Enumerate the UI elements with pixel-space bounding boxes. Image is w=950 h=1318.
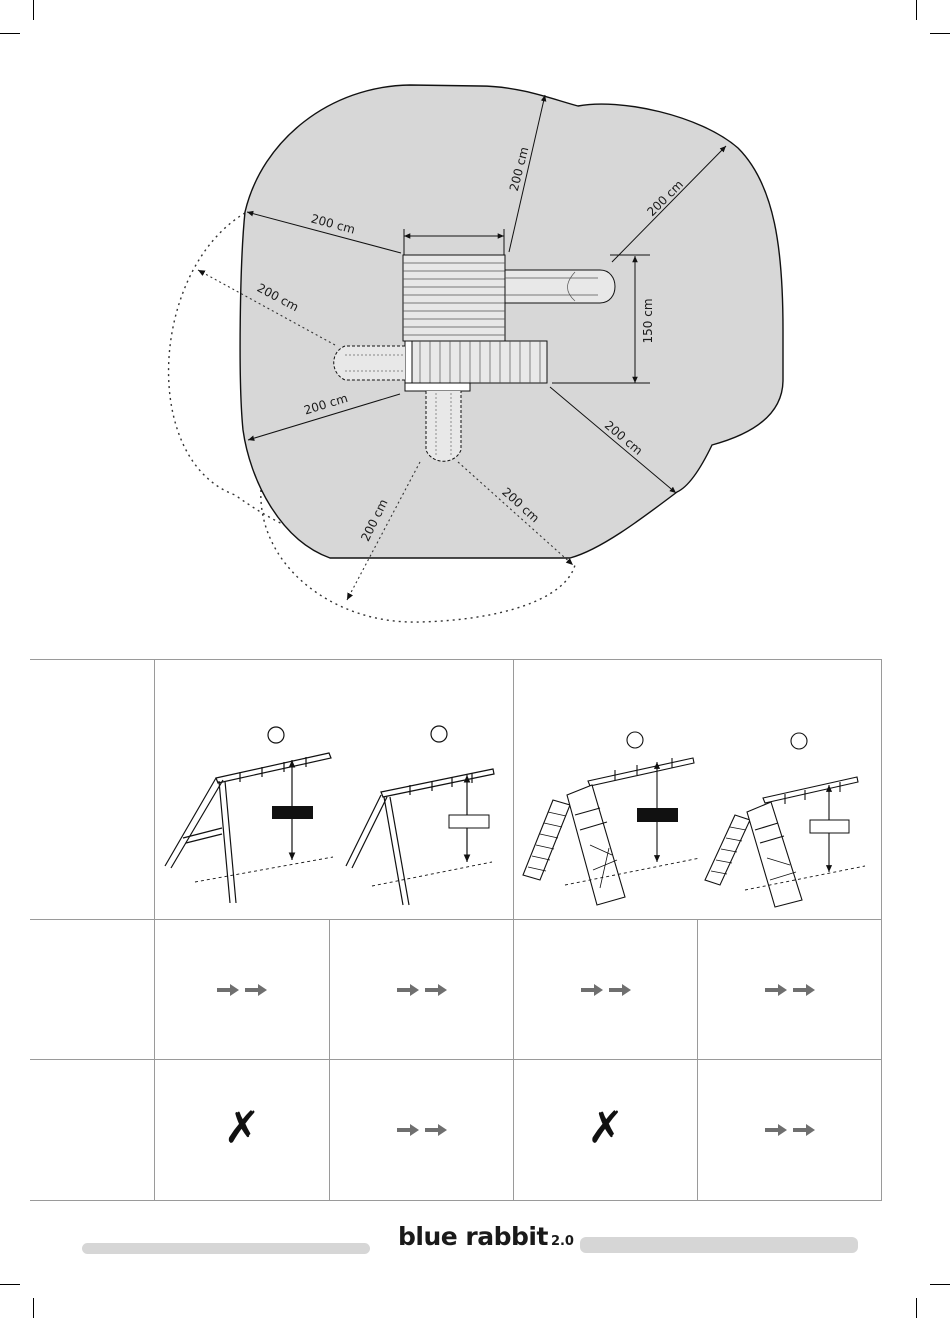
row3-cell-3 (514, 1059, 698, 1201)
arrow-right-icon (245, 984, 267, 996)
brand-version: 2.0 (550, 1234, 574, 1249)
dim-label-top-right: 200 cm (644, 177, 687, 220)
arrow-right-icon (397, 1124, 419, 1136)
row2-cell-2 (330, 919, 514, 1059)
dim-label-top: 200 cm (506, 145, 532, 193)
dim-label-right-lower: 200 cm (601, 418, 646, 458)
arrow-right-icon (581, 984, 603, 996)
row2-cell-4 (698, 919, 882, 1059)
row3-cell-1 (155, 1059, 330, 1201)
row1-label-cell (30, 659, 155, 919)
row2-cell-1 (155, 919, 330, 1059)
arrow-right-icon (425, 1124, 447, 1136)
swing-seat-bottom (426, 391, 461, 461)
double-arrow-icon (765, 1124, 815, 1136)
arrow-right-icon (217, 984, 239, 996)
arrow-right-icon (425, 984, 447, 996)
row2-cell-3 (514, 919, 698, 1059)
dim-label-left-lower: 200 cm (302, 390, 350, 418)
cross-icon: ✗ (223, 1102, 261, 1154)
arrow-right-icon (765, 1124, 787, 1136)
group-b-cell (514, 659, 882, 919)
swing-seat-left (334, 346, 405, 380)
arrow-right-icon (609, 984, 631, 996)
dim-label-left-dotted: 200 cm (254, 280, 302, 315)
footer-bar-left (82, 1243, 370, 1254)
double-arrow-icon (397, 984, 447, 996)
double-arrow-icon (217, 984, 267, 996)
dim-label-150: 150 cm (641, 298, 655, 344)
footer-bar-right (580, 1237, 858, 1253)
row2-label-cell (30, 919, 155, 1059)
tower-platform (403, 255, 505, 341)
slide (505, 270, 615, 303)
row3-cell-2 (330, 1059, 514, 1201)
double-arrow-icon (581, 984, 631, 996)
cross-icon: ✗ (587, 1102, 624, 1154)
arrow-right-icon (793, 984, 815, 996)
arrow-right-icon (793, 1124, 815, 1136)
double-arrow-icon (397, 1124, 447, 1136)
comparison-table (30, 659, 882, 1201)
brand-name: blue rabbit (398, 1222, 548, 1251)
row3-label-cell (30, 1059, 155, 1201)
lower-deck (405, 341, 547, 391)
dim-label-bottom-left: 200 cm (358, 496, 391, 544)
dim-label-left-upper: 200 cm (309, 211, 357, 237)
double-arrow-icon (765, 984, 815, 996)
arrow-right-icon (397, 984, 419, 996)
arrow-right-icon (765, 984, 787, 996)
group-a-cell (155, 659, 514, 919)
brand-logo (398, 1222, 574, 1251)
dim-label-bottom-right: 200 cm (499, 484, 543, 526)
row3-cell-4 (698, 1059, 882, 1201)
